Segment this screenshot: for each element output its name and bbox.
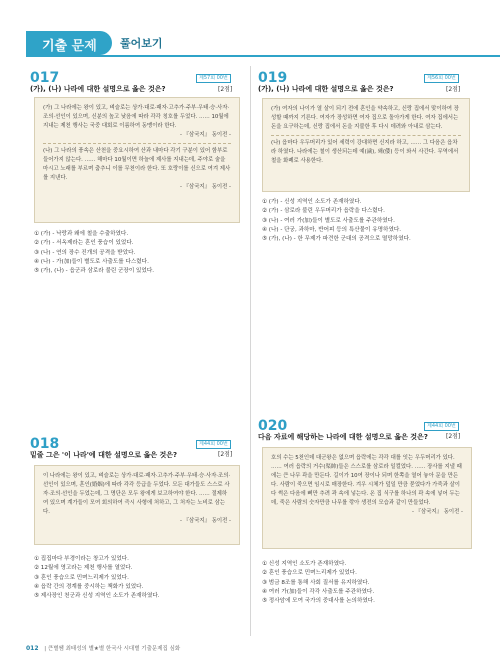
passage-box-18	[34, 465, 240, 545]
choice-19-1[interactable]: ① (가) - 신성 지역인 소도가 존재하였다.	[262, 199, 362, 205]
footer-title: | 큰별쌤 최태성의 별★별 한국사 시대별 기출문제집 심화	[44, 646, 181, 652]
choice-19-5[interactable]: ⑤ (가), (나) - 한 무제가 파견한 군대의 공격으로 멸망하였다.	[262, 236, 411, 243]
choices-20	[262, 560, 375, 606]
section-subtitle: 풀어보기	[120, 37, 163, 50]
choice-19-4[interactable]: ④ (나) - 단궁, 과하마, 반어피 등의 특산물이 유명하였다.	[262, 226, 402, 233]
passage-box-19	[262, 98, 470, 192]
choice-20-5[interactable]: ⑤ 정사암에 모여 국가의 중대사를 논의하였다.	[262, 598, 375, 605]
passage-20-source: - 『삼국지』 동이전 -	[411, 509, 463, 515]
question-points-19: [2점]	[446, 86, 461, 93]
passage-18-source: - 『삼국지』 동이전 -	[179, 518, 231, 524]
passage-separator	[271, 135, 461, 136]
passage-separator	[43, 143, 231, 144]
question-number-17: 017	[30, 70, 60, 86]
section-badge	[26, 31, 112, 55]
question-meta-20: 제44회 00번	[424, 422, 459, 431]
passage-17-a: (가) 그 나라에는 왕이 있고, 벼슬로는 상가·대로·패자·고추가·주부·우태·승·사자·조의·선인이 있으며, 신분의 높고 낮음에 따라 각각 칭호를 두었다. …… 10월에 지내는 제천 행사는 국중 대회로 이름하여 동맹이라 한다.	[43, 105, 230, 129]
passage-17-b-source: - 『삼국지』 동이전 -	[179, 184, 231, 190]
badge-label-a: 기출	[42, 39, 68, 54]
choice-19-2[interactable]: ② (가) - 삼로라 불린 우두머리가 읍락을 다스렸다.	[262, 208, 385, 215]
badge-label-b: 문제	[71, 39, 97, 54]
question-number-19: 019	[258, 70, 288, 86]
question-stem-17: (가), (나) 나라에 대한 설명으로 옳은 것은?	[30, 85, 166, 93]
question-number-18: 018	[30, 436, 60, 452]
question-stem-19: (가), (나) 나라에 대한 설명으로 옳은 것은?	[258, 85, 394, 93]
choice-18-1[interactable]: ① 집집마다 부경이라는 창고가 있었다.	[34, 556, 129, 562]
choice-18-3[interactable]: ③ 혼인 풍습으로 민며느리제가 있었다.	[34, 574, 129, 581]
choice-20-2[interactable]: ② 혼인 풍습으로 민며느리제가 있었다.	[262, 570, 357, 577]
choice-18-4[interactable]: ④ 읍락 간의 경계를 중시하는 책화가 있었다.	[34, 583, 144, 590]
header-rule	[26, 55, 500, 57]
question-stem-20: 다음 자료에 해당하는 나라에 대한 설명으로 옳은 것은?	[258, 433, 428, 441]
passage-20: 호의 수는 5천인데 대군왕은 없으며 읍락에는 각각 대를 잇는 우두머리가 있다. …… 여러 읍락의 거수(渠帥)들은 스스로를 삼로라 일컬었다. …… 장사를 지낼 때에는 큰 나무 곽을 만든다. 길이가 10여 장이나 되며 한쪽을 열어 놓아 문을 만든다. 사람이 죽으면 임시로 매장한다. 겨우 시체가 덮일 만큼 묻었다가 가죽과 살이 다 썩은 다음에 뼈만 추려 곽 속에 넣는다. 온 집 식구를 하나의 곽 속에 넣어 두는데, 죽은 사람의 숫자만큼 나무를 깎아 생전의 모습과 같이 만들었다.	[271, 455, 462, 506]
choice-20-4[interactable]: ④ 여러 가(加)들이 각각 사출도를 주관하였다.	[262, 588, 375, 595]
passage-17-b: (나) 그 나라의 풍속은 산천을 중요시하여 산과 내마다 각기 구분이 있어 함부로 들어가지 않는다. …… 해마다 10월이면 하늘에 제사를 지내는데, 주야로 술을 마시고 노래를 부르며 춤추니 이를 무천이라 한다. 또 호랑이를 신으로 여겨 제사를 지낸다.	[43, 148, 231, 181]
choices-19	[262, 198, 411, 244]
choices-17	[34, 230, 154, 276]
question-points-17: [2점]	[218, 86, 233, 93]
question-number-20: 020	[258, 418, 288, 434]
choice-18-5[interactable]: ⑤ 제사장인 천군과 신성 지역인 소도가 존재하였다.	[34, 593, 160, 600]
choice-17-2[interactable]: ② (가) - 서옥제라는 혼인 풍습이 있었다.	[34, 240, 134, 247]
choice-19-3[interactable]: ③ (나) - 여러 가(加)들이 별도로 사출도를 주관하였다.	[262, 217, 395, 224]
choices-18	[34, 555, 160, 601]
page-footer	[26, 644, 180, 652]
column-divider	[250, 66, 251, 636]
choice-17-1[interactable]: ① (가) - 낙랑과 왜에 철을 수출하였다.	[34, 231, 129, 237]
question-points-20: [2점]	[446, 433, 461, 440]
passage-17-a-source: - 『삼국지』 동이전 -	[179, 132, 231, 138]
choice-17-4[interactable]: ④ (나) - 가(加)들이 별도로 사출도를 다스렸다.	[34, 258, 149, 265]
choice-20-3[interactable]: ③ 범금 8조를 통해 사회 질서를 유지하였다.	[262, 579, 370, 586]
question-points-18: [2점]	[218, 451, 233, 458]
question-stem-18: 밑줄 그은 '이 나라'에 대한 설명으로 옳은 것은?	[30, 451, 178, 459]
page-number: 012	[26, 645, 39, 652]
passage-18: 이 나라에는 왕이 있고, 벼슬로는 상가·대로·패자·고추가·주부·우태·승·사자·조의·선인이 있으며, 혼인(婚姻)에 따라 각각 등급을 두었다. 모든 대가들도 스스로 사자·조의·선인을 두었는데, 그 명단은 모두 왕에게 보고하여야 한다. …… 절제하여 있으며 계가들이 모여 회의하여 즉시 사형에 처하고, 그 처자는 노비로 삼는다.	[43, 473, 231, 515]
page-header	[0, 0, 500, 58]
question-meta-19: 제56회 00번	[424, 74, 459, 83]
passage-19-b: (나) 읍마다 우두머리가 있어 세력이 강대하면 신지라 하고, …… 그 다음은 읍차라 하였다. 나라에는 철이 생산되는데 예(濊), 왜(倭) 등이 와서 사간다. 무역에서 철을 화폐로 사용한다.	[271, 140, 459, 164]
choice-17-3[interactable]: ③ (나) - 연의 장수 진개의 공격을 받았다.	[34, 249, 136, 256]
choice-20-1[interactable]: ① 신성 지역인 소도가 존재하였다.	[262, 561, 347, 567]
question-meta-18: 제44회 00번	[196, 440, 231, 449]
choice-17-5[interactable]: ⑤ (가), (나) - 읍군과 삼로라 불린 군장이 있었다.	[34, 268, 155, 275]
passage-box-20	[262, 447, 472, 549]
choice-18-2[interactable]: ② 12월에 영고라는 제천 행사를 열었다.	[34, 565, 133, 572]
passage-19-a: (가) 여자의 나이가 열 살이 되기 전에 혼인을 약속하고, 신랑 집에서 맞이하여 장성할 때까지 기른다. 여자가 장성하면 여자 집으로 돌아가게 한다. 여자 집에서는 돈을 요구하는데, 신랑 집에서 돈을 지불한 후 다시 데려와 아내로 삼는다.	[271, 106, 459, 130]
passage-box-17	[34, 97, 240, 223]
question-meta-17: 제57회 00번	[196, 74, 231, 83]
